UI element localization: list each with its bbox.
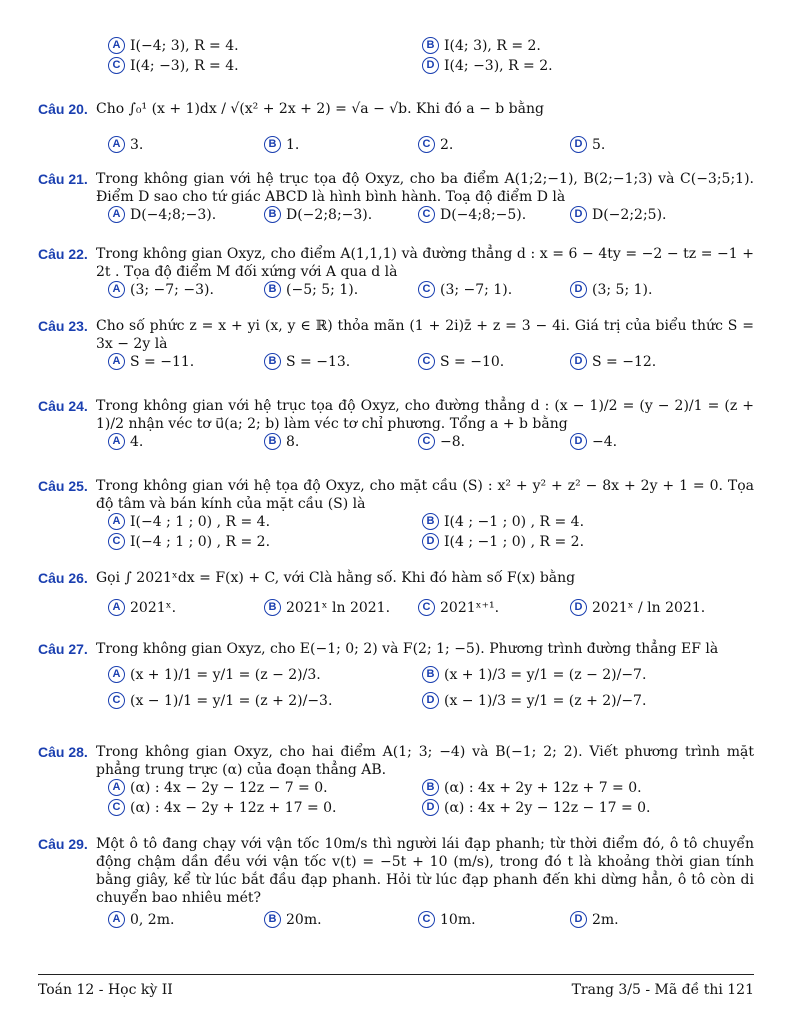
question-21: Câu 21. Trong không gian với hệ trục tọa độ Oxyz, cho ba điểm A(1;2;−1), B(2;−1;3) và C(−3;5;1). Điểm D sao cho tứ giác ABCD là hình bình hành. Toạ độ điểm D là A D(−4;8;−3). B D(−2;8;−3). C D(−4;8;−5). D D(−2;2;5). [38,171,754,223]
option-c[interactable]: C 2021ˣ⁺¹. [418,599,499,616]
option-c[interactable]: C D(−4;8;−5). [418,206,526,223]
option-d[interactable]: D 5. [570,136,605,153]
option-b[interactable]: B D(−2;8;−3). [264,206,372,223]
option-a[interactable]: A 3. [108,136,143,153]
option-a[interactable]: A S = −11. [108,353,194,370]
question-27: Câu 27. Trong không gian Oxyz, cho E(−1; 0; 2) và F(2; 1; −5). Phương trình đường thẳng EF là A (x + 1)/1 = y/1 = (z − 2)/3. B (x + 1)/3 = y/1 = (z − 2)/−7. C (x − 1)/1 = y/1 = (z + 2)/−3. D (x − 1)/3 = y/1 = (z + 2)/−7. [38,641,719,709]
option-b[interactable]: B 20m. [264,911,322,928]
option-c[interactable]: C I(−4 ; 1 ; 0) , R = 2. [108,533,270,550]
option-b[interactable]: B (x + 1)/3 = y/1 = (z − 2)/−7. [422,666,646,683]
option-c[interactable]: C (α) : 4x − 2y + 12z + 17 = 0. [108,799,337,816]
question-28: Câu 28. Trong không gian Oxyz, cho hai điểm A(1; 3; −4) và B(−1; 2; 2). Viết phương trình mặt phẳng trung trực (α) của đoạn thẳng AB. A (α) : 4x − 2y − 12z − 7 = 0. B (α) : 4x + 2y + 12z + 7 = 0. C (α) : 4x − 2y + 12z + 17 = 0. D (α) : 4x + 2y − 12z − 17 = 0. [38,744,754,816]
option-b[interactable]: B (α) : 4x + 2y + 12z + 7 = 0. [422,779,642,796]
option-b[interactable]: B 2021ˣ ln 2021. [264,599,390,616]
option-a[interactable]: A (3; −7; −3). [108,281,214,298]
prev-question-options [38,37,754,77]
footer-subject: Toán 12 - Học kỳ II [38,982,173,998]
option-a[interactable]: A I(−4 ; 1 ; 0) , R = 4. [108,513,270,530]
question-24: Câu 24. Trong không gian với hệ trục tọa độ Oxyz, cho đường thẳng d : (x − 1)/2 = (y − 2)/1 = (z + 1)/2 nhận véc tơ u⃗(a; 2; b) làm véc tơ chỉ phương. Tổng a + b bằng A 4. B 8. C −8. D −4. [38,398,754,450]
option-d[interactable]: D D(−2;2;5). [570,206,666,223]
footer-divider [38,974,754,975]
option-c[interactable]: C (3; −7; 1). [418,281,512,298]
option-a[interactable]: A 0, 2m. [108,911,174,928]
option-d[interactable]: D 2m. [570,911,619,928]
option-b[interactable]: B (−5; 5; 1). [264,281,358,298]
option-a[interactable]: A (α) : 4x − 2y − 12z − 7 = 0. [108,779,328,796]
question-26: Câu 26. Gọi ∫ 2021ˣdx = F(x) + C, với Clà hằng số. Khi đó hàm số F(x) bằng A 2021ˣ. B 2021ˣ ln 2021. C 2021ˣ⁺¹. D 2021ˣ / ln 2021. [38,570,706,616]
question-29: Câu 29. Một ô tô đang chạy với vận tốc 10m/s thì người lái đạp phanh; từ thời điểm đó, ô tô chuyển động chậm dần đều với vận tốc v(t) = −5t + 10 (m/s), trong đó t là khoảng thời gian tính bằng giây, kể từ lúc bắt đầu đạp phanh. Hỏi từ lúc đạp phanh đến khi dừng hẳn, ô tô còn di chuyển bao nhiêu mét? A 0, 2m. B 20m. C 10m. D 2m. [38,836,754,928]
option-d[interactable]: D (α) : 4x + 2y − 12z − 17 = 0. [422,799,651,816]
question-22: Câu 22. Trong không gian Oxyz, cho điểm A(1,1,1) và đường thẳng d : x = 6 − 4ty = −2 − tz = −1 + 2t . Tọa độ điểm M đối xứng với A qua d là A (3; −7; −3). B (−5; 5; 1). C (3; −7; 1). D (3; 5; 1). [38,246,754,298]
option-b[interactable]: B I(4; 3), R = 2. [422,37,541,54]
option-d[interactable]: D (3; 5; 1). [570,281,652,298]
option-c[interactable]: C (x − 1)/1 = y/1 = (z + 2)/−3. [108,692,332,709]
option-a[interactable]: A 2021ˣ. [108,599,176,616]
footer-page-info: Trang 3/5 - Mã đề thi 121 [571,982,754,998]
option-c[interactable]: C S = −10. [418,353,504,370]
option-b[interactable]: B 1. [264,136,299,153]
option-d[interactable]: D −4. [570,433,617,450]
option-a[interactable]: A 4. [108,433,143,450]
option-d[interactable]: D S = −12. [570,353,656,370]
option-b[interactable]: B S = −13. [264,353,350,370]
option-c[interactable]: C 2. [418,136,453,153]
option-a[interactable]: A D(−4;8;−3). [108,206,216,223]
option-d[interactable]: D I(4 ; −1 ; 0) , R = 2. [422,533,584,550]
option-b[interactable]: B 8. [264,433,299,450]
option-a[interactable]: A (x + 1)/1 = y/1 = (z − 2)/3. [108,666,321,683]
question-20: Câu 20. Cho ∫₀¹ (x + 1)dx / √(x² + 2x + 2) = √a − √b. Khi đó a − b bằng A 3. B 1. C 2. D 5. [38,101,606,153]
option-c[interactable]: C 10m. [418,911,476,928]
option-c[interactable]: C −8. [418,433,465,450]
option-d[interactable]: D (x − 1)/3 = y/1 = (z + 2)/−7. [422,692,646,709]
question-25: Câu 25. Trong không gian với hệ tọa độ Oxyz, cho mặt cầu (S) : x² + y² + z² − 8x + 2y + 1 = 0. Tọa độ tâm và bán kính của mặt cầu (S) là A I(−4 ; 1 ; 0) , R = 4. B I(4 ; −1 ; 0) , R = 4. C I(−4 ; 1 ; 0) , R = 2. D I(4 ; −1 ; 0) , R = 2. [38,478,754,550]
option-a[interactable]: A I(−4; 3), R = 4. [108,37,239,54]
option-c[interactable]: C I(4; −3), R = 4. [108,57,239,74]
option-b[interactable]: B I(4 ; −1 ; 0) , R = 4. [422,513,584,530]
question-23: Câu 23. Cho số phức z = x + yi (x, y ∈ ℝ) thỏa mãn (1 + 2i)z̄ + z = 3 − 4i. Giá trị của biểu thức S = 3x − 2y là A S = −11. B S = −13. C S = −10. D S = −12. [38,318,754,370]
option-d[interactable]: D 2021ˣ / ln 2021. [570,599,705,616]
option-d[interactable]: D I(4; −3), R = 2. [422,57,553,74]
